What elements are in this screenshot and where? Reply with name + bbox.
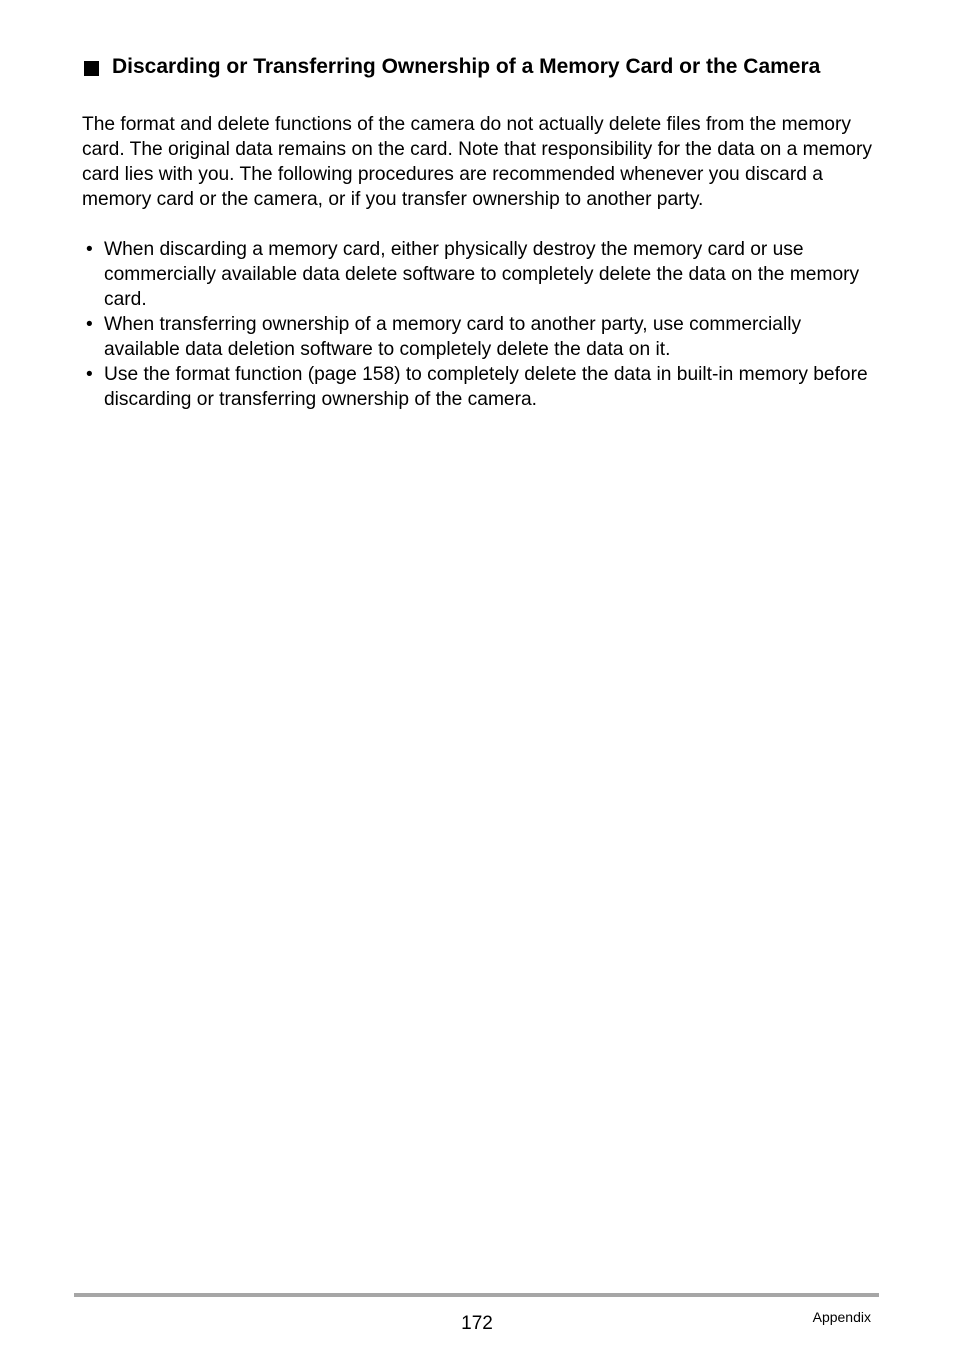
list-item [82,362,882,412]
square-bullet-icon [84,61,99,76]
bullet-dot-icon: • [86,314,93,335]
section-heading-text: Discarding or Transferring Ownership of a Memory Card or the Camera [112,55,821,78]
page-number: 172 [461,1313,493,1334]
list-item-text: When discarding a memory card, either physically destroy the memory card or use commercially available data delete software to completely delete the data on the memory card. [104,239,860,310]
intro-paragraph: The format and delete functions of the camera do not actually delete files from the memory card. The original data remains on the card. Note that responsibility for the data on a memory card lies with you. The following procedures are recommended whenever you discard a memory card or the camera, or if you transfer ownership to another party. [82,114,872,210]
bullet-dot-icon: • [86,364,93,385]
procedure-list [82,237,882,412]
footer-section-label: Appendix [812,1309,871,1325]
list-item-text: Use the format function (page 158) to completely delete the data in built-in memory before discarding or transferring ownership of the camera. [104,364,868,410]
bullet-dot-icon: • [86,239,93,260]
section-heading [84,53,884,81]
list-item [82,237,882,312]
list-item-text: When transferring ownership of a memory card to another party, use commercially available data deletion software to completely delete the data on it. [104,314,802,360]
footer-divider [74,1293,879,1297]
list-item [82,312,882,362]
